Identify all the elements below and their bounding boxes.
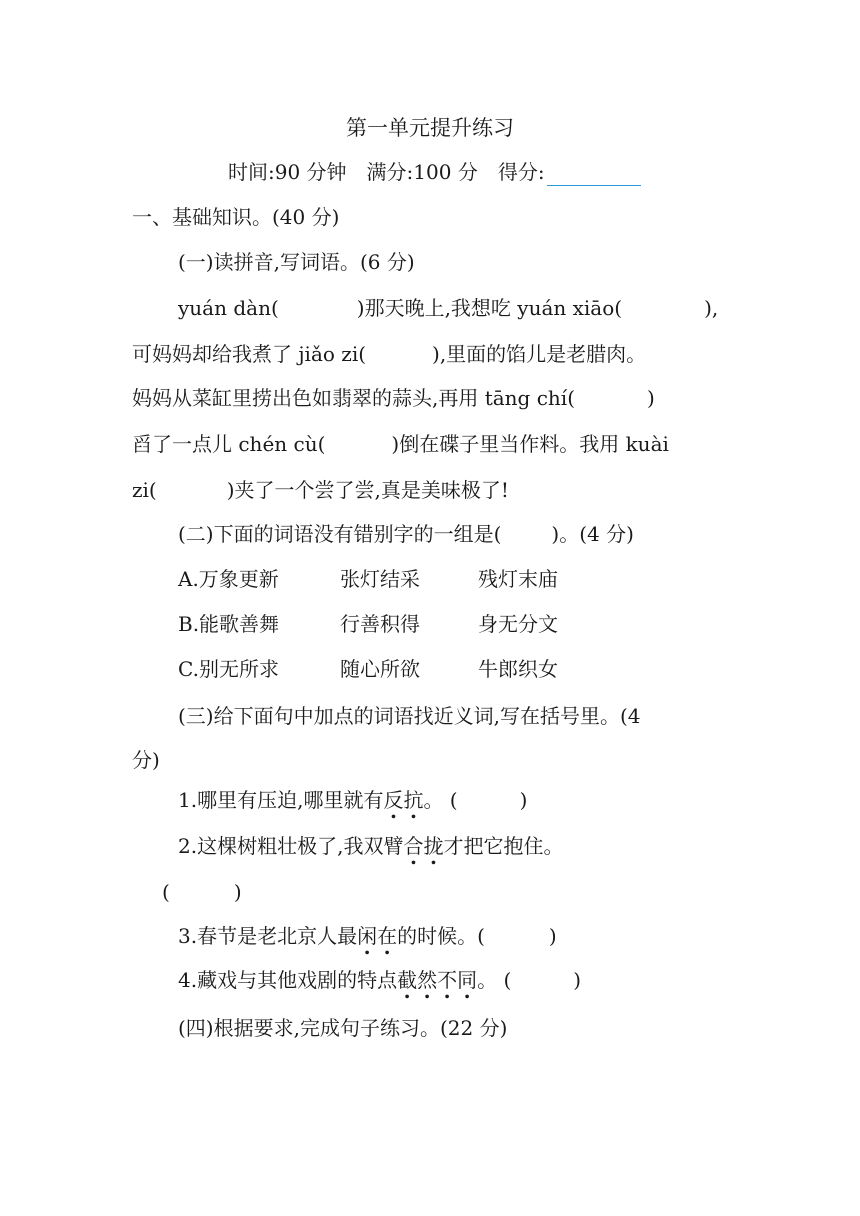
question-text: )	[573, 968, 582, 992]
option-word: 身无分文	[478, 612, 558, 636]
part1-line-3	[132, 384, 655, 412]
question-text: )	[548, 924, 557, 948]
option-word: B.能歌善舞	[178, 612, 280, 636]
part1-line-5	[132, 476, 509, 504]
pinyin-text: )那天晚上,我想吃 yuán xiāo(	[356, 296, 623, 320]
question-text: 4.藏戏与其他戏剧的特点	[178, 968, 398, 992]
question-text: )	[519, 788, 528, 812]
option-a	[178, 565, 558, 593]
part3-q4	[178, 966, 581, 994]
option-word: A.万象更新	[178, 567, 279, 591]
pinyin-text: )夹了一个尝了尝,真是美味极了!	[226, 478, 509, 502]
dotted-char: 闲	[357, 924, 378, 948]
part3-q2	[178, 832, 563, 860]
option-word: 残灯末庙	[478, 567, 558, 591]
question-text: 2.这棵树粗壮极了,我双臂	[178, 834, 404, 858]
question-text: 1.哪里有压迫,哪里就有	[178, 788, 384, 812]
pinyin-text: ),里面的馅儿是老腊肉。	[432, 342, 647, 366]
dotted-char: 反	[383, 788, 404, 812]
page-title: 第一单元提升练习	[346, 116, 514, 140]
part4-heading: (四)根据要求,完成句子练习。(22 分)	[178, 1016, 508, 1040]
option-word: 牛郎织女	[478, 657, 558, 681]
part3-heading: (三)给下面句中加点的词语找近义词,写在括号里。(4	[178, 704, 641, 728]
pinyin-text: )倒在碟子里当作料。我用 kuài	[391, 432, 669, 456]
option-word: 张灯结采	[340, 567, 420, 591]
part1-line-4	[132, 430, 669, 458]
dotted-char: 不	[437, 968, 458, 992]
question-text: 。 (	[477, 968, 512, 992]
question-text: )。(4 分)	[551, 522, 634, 546]
part1-heading: (一)读拼音,写词语。(6 分)	[178, 250, 415, 274]
section-heading-basics: 一、基础知识。(40 分)	[132, 205, 340, 229]
question-text: 才把它抱住。	[443, 834, 564, 858]
option-c	[178, 655, 558, 683]
part1-line-1	[178, 294, 718, 322]
dotted-char: 抗	[403, 788, 424, 812]
pinyin-text: )	[647, 386, 655, 410]
dotted-char: 然	[417, 968, 438, 992]
option-word: C.别无所求	[178, 657, 279, 681]
dotted-char: 同	[457, 968, 478, 992]
exam-meta	[228, 158, 641, 186]
question-text: 3.春节是老北京人最	[178, 924, 358, 948]
score-blank[interactable]	[547, 163, 641, 186]
dotted-char: 截	[397, 968, 418, 992]
question-text: (	[162, 880, 170, 904]
option-word: 随心所欲	[340, 657, 420, 681]
part1-line-2	[132, 340, 646, 368]
pinyin-text: zi(	[132, 478, 157, 502]
question-text: 。 (	[423, 788, 458, 812]
question-text: (二)下面的词语没有错别字的一组是(	[178, 522, 502, 546]
question-text: )	[233, 880, 242, 904]
time-limit: 时间:90 分钟	[228, 160, 347, 184]
pinyin-text: 妈妈从菜缸里捞出色如翡翠的蒜头,再用 tāng chí(	[132, 386, 575, 410]
question-text: 的时候。(	[397, 924, 485, 948]
option-word: 行善积得	[340, 612, 420, 636]
score-label: 得分:	[497, 160, 545, 184]
part3-heading-cont: 分)	[132, 748, 160, 772]
option-b	[178, 610, 558, 638]
full-score: 满分:100 分	[366, 160, 478, 184]
pinyin-text: yuán dàn(	[178, 296, 279, 320]
pinyin-text: ),	[704, 296, 719, 320]
part3-q3	[178, 922, 557, 950]
pinyin-text: 舀了一点儿 chén cù(	[132, 432, 326, 456]
part2-heading	[178, 520, 634, 548]
dotted-char: 拢	[423, 834, 444, 858]
dotted-char: 在	[377, 924, 398, 948]
dotted-char: 合	[403, 834, 424, 858]
part3-q1	[178, 786, 527, 814]
pinyin-text: 可妈妈却给我煮了 jiǎo zi(	[132, 342, 367, 366]
part3-q2-answer	[162, 878, 242, 906]
